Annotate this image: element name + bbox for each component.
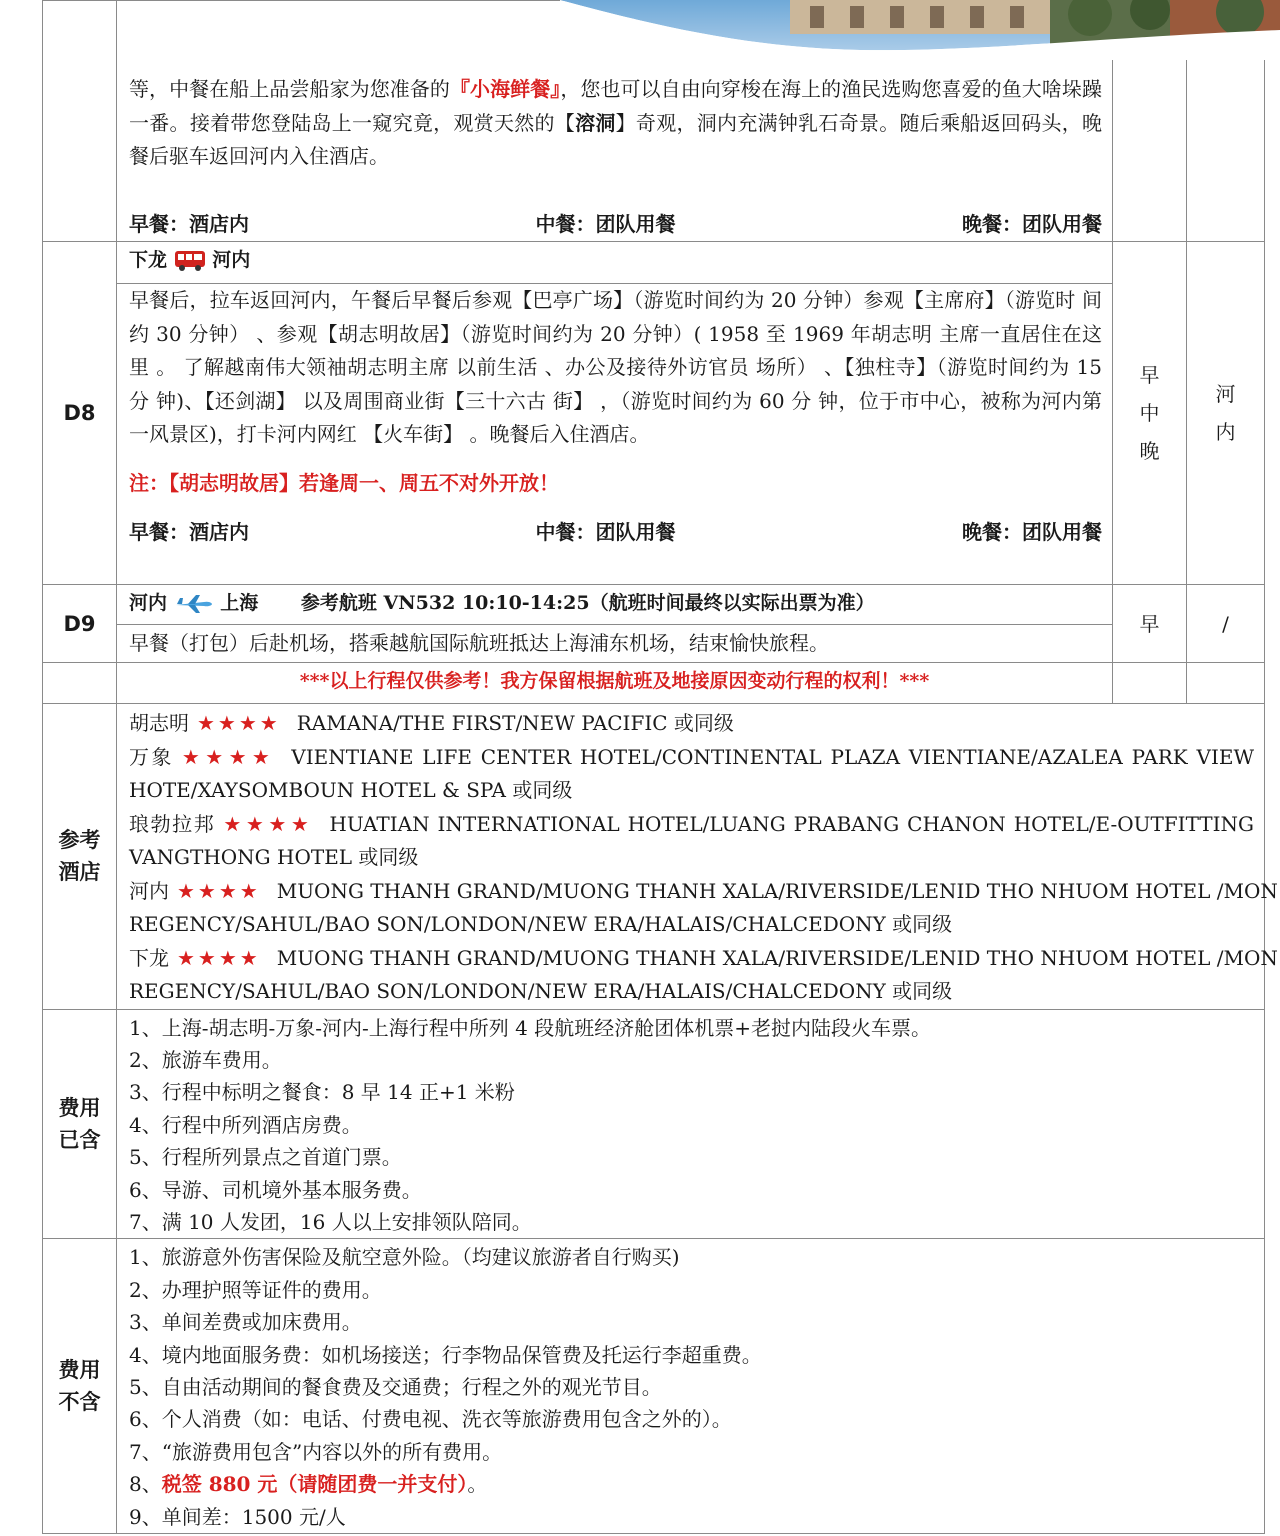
day7-breakfast: 早餐：酒店内 <box>129 211 249 236</box>
list-item: 4、境内地面服务费：如机场接送；行李物品保管费及托运行李超重费。 <box>129 1342 762 1367</box>
day9-hotel-column: / <box>1187 585 1265 663</box>
day9-flight-info: 参考航班 VN532 10:10-14:25（航班时间最终以实际出票为准） <box>300 592 875 614</box>
list-item: 1、上海-胡志明-万象-河内-上海行程中所列 4 段航班经济舱团体机票+老挝内陆段火车票。 <box>129 1015 931 1040</box>
star-rating-icon: ★★★★ <box>177 945 261 970</box>
day9-detail-row <box>43 625 1265 663</box>
hotel-item-vientiane: 万象 ★★★★ VIENTIANE LIFE CENTER HOTEL/CONTINENTAL PLAZA VIENTIANE/AZALEA PARK VIEW <box>129 744 1255 769</box>
list-item: 5、自由活动期间的餐食费及交通费；行程之外的观光节目。 <box>129 1374 662 1399</box>
day7-day-cell <box>43 1 117 242</box>
star-rating-icon: ★★★★ <box>223 811 314 836</box>
day8-content <box>117 284 1113 585</box>
hotels-row <box>43 704 1265 1010</box>
included-label: 费用 已含 <box>43 1009 117 1239</box>
list-item: 6、导游、司机境外基本服务费。 <box>129 1177 422 1202</box>
visa-fee-text: 税签 880 元（请随团费一并支付） <box>161 1472 468 1497</box>
list-item: 7、“旅游费用包含”内容以外的所有费用。 <box>129 1439 503 1464</box>
day7-meals <box>129 207 1102 241</box>
list-item: 2、旅游车费用。 <box>129 1047 282 1072</box>
day8-description: 早餐后，拉车返回河内，午餐后早餐后参观【巴亭广场】（游览时间约为 20 分钟）参观【主席府】（游览时 间 约 30 分钟） 、参观【胡志明故居】（游览时间约为 20 分钟）( 1958 至 1969 年胡志明 主席一直居住在这里 。 了解越南伟大领袖胡志明主席 以前生活 、办公及接待外访官员 场所） 、【独柱寺】（游览时间约为 15 分 钟)、【还剑湖】 以及周围商业街【三十六古 街】 ，（游览时间约为 60 分 钟，位于市中心，被称为河内第一风景区)，打卡河内网红 【火车街】 。晚餐后入住酒店。 <box>129 288 1102 446</box>
list-item: 5、行程所列景点之首道门票。 <box>129 1145 402 1170</box>
day8-route: 下龙 河内 <box>117 242 1113 284</box>
list-item: 2、办理护照等证件的费用。 <box>129 1277 382 1302</box>
star-rating-icon: ★★★★ <box>181 744 276 769</box>
airplane-icon <box>174 593 214 615</box>
hotels-label: 参考 酒店 <box>43 704 117 1010</box>
hotel-item-luang-prabang: 琅勃拉邦 ★★★★ HUATIAN INTERNATIONAL HOTEL/LUANG PRABANG CHANON HOTEL/E-OUTFITTING <box>129 811 1255 836</box>
day8-dinner: 晚餐：团队用餐 <box>962 519 1102 544</box>
bus-icon <box>174 250 206 272</box>
header-banner-image <box>560 0 1280 60</box>
list-item: 8、税签 880 元（请随团费一并支付）。 <box>129 1472 488 1497</box>
day9-label: D9 <box>43 585 117 663</box>
list-item: 3、行程中标明之餐食：8 早 14 正+1 米粉 <box>129 1080 515 1105</box>
included-row <box>43 1009 1265 1239</box>
day9-meals-column: 早 <box>1113 585 1187 663</box>
list-item: 1、旅游意外伤害保险及航空意外险。（均建议旅游者自行购买) <box>129 1245 680 1270</box>
disclaimer-text: ***以上行程仅供参考！我方保留根据航班及地接原因变动行程的权利！*** <box>117 663 1113 704</box>
day8-detail-row <box>43 284 1265 585</box>
disclaimer-row <box>43 663 1265 704</box>
hotel-list: 胡志明 ★★★★ RAMANA/THE FIRST/NEW PACIFIC 或同级 万象 ★★★★ VIENTIANE LIFE CENTER HOTEL/CONTINENTAL PLAZA VIENTIANE/AZALEA PARK VIEW HOTE/XAYSOMBOUN HOTEL & SPA 或同级 琅勃拉邦 ★★★★ HUATIAN INTERNATIONAL HOTEL/LUANG PRABANG CHANON HOTEL/E-OUTFITTING VANGTHONG HOTEL 或同级 河内 ★★★★ MUONG THANH GRAND/MUONG THANH XALA/RIVERSIDE/LENID THO NHUOM HOTEL /MON REGENCY/SAHUL/BAO SON/LONDON/NEW ERA/HALAIS/CHALCEDONY 或同级 下龙 ★★★★ MUONG THANH GRAND/MUONG THANH XALA/RIVERSIDE/LENID THO NHUOM HOTEL /MON REGENCY/SAHUL/BAO SON/LONDON/NEW ERA/HALAIS/CHALCEDONY 或同级 <box>117 704 1265 1010</box>
day9-description: 早餐（打包）后赴机场，搭乘越航国际航班抵达上海浦东机场，结束愉快旅程。 <box>117 625 1113 663</box>
day8-note: 注：【胡志明故居】若逢周一、周五不对外开放！ <box>129 470 559 495</box>
day8-meals-column: 早 中 晚 <box>1113 242 1187 585</box>
itinerary-table <box>42 0 1278 1534</box>
day7-lunch: 中餐：团队用餐 <box>535 211 676 236</box>
excluded-row <box>43 1239 1265 1534</box>
excluded-list <box>117 1239 1265 1534</box>
day7-dinner: 晚餐：团队用餐 <box>962 211 1102 236</box>
list-item: 4、行程中所列酒店房费。 <box>129 1112 362 1137</box>
star-rating-icon: ★★★★ <box>197 711 281 735</box>
day7-description: 等，中餐在船上品尝船家为您准备的『小海鲜餐』，您也可以自由向穿梭在海上的渔民选购您喜爱的鱼大啥垛躁一番。接着带您登陆岛上一窥究竟，观赏天然的【溶洞】奇观，洞内充满钟乳石奇景。随后乘船返回码头，晚餐后驱车返回河内入住酒店。 <box>129 77 1103 168</box>
hotel-item-halong: 下龙 ★★★★ MUONG THANH GRAND/MUONG THANH XALA/RIVERSIDE/LENID THO NHUOM HOTEL /MON <box>129 945 1278 970</box>
list-item: 3、单间差费或加床费用。 <box>129 1310 362 1335</box>
day9-route: 河内 上海 参考航班 VN532 10:10-14:25（航班时间最终以实际出票为准） <box>117 585 1113 625</box>
list-item: 6、个人消费（如：电话、付费电视、洗衣等旅游费用包含之外的）。 <box>129 1407 732 1432</box>
day9-route-row <box>43 585 1265 625</box>
included-list <box>117 1009 1265 1239</box>
list-item: 7、满 10 人发团，16 人以上安排领队陪同。 <box>129 1209 532 1234</box>
day8-breakfast: 早餐：酒店内 <box>129 519 249 544</box>
hotel-item-hcmc: 胡志明 ★★★★ RAMANA/THE FIRST/NEW PACIFIC 或同级 <box>129 711 734 735</box>
day8-label: D8 <box>43 242 117 585</box>
day8-route-row <box>43 242 1265 284</box>
day8-hotel-column: 河 内 <box>1187 242 1265 585</box>
star-rating-icon: ★★★★ <box>177 878 261 903</box>
day8-lunch: 中餐：团队用餐 <box>535 519 676 544</box>
day8-meals <box>129 515 1102 549</box>
excluded-label: 费用 不含 <box>43 1239 117 1534</box>
list-item: 9、单间差：1500 元/人 <box>129 1504 346 1529</box>
hotel-item-hanoi: 河内 ★★★★ MUONG THANH GRAND/MUONG THANH XALA/RIVERSIDE/LENID THO NHUOM HOTEL /MON <box>129 878 1278 903</box>
